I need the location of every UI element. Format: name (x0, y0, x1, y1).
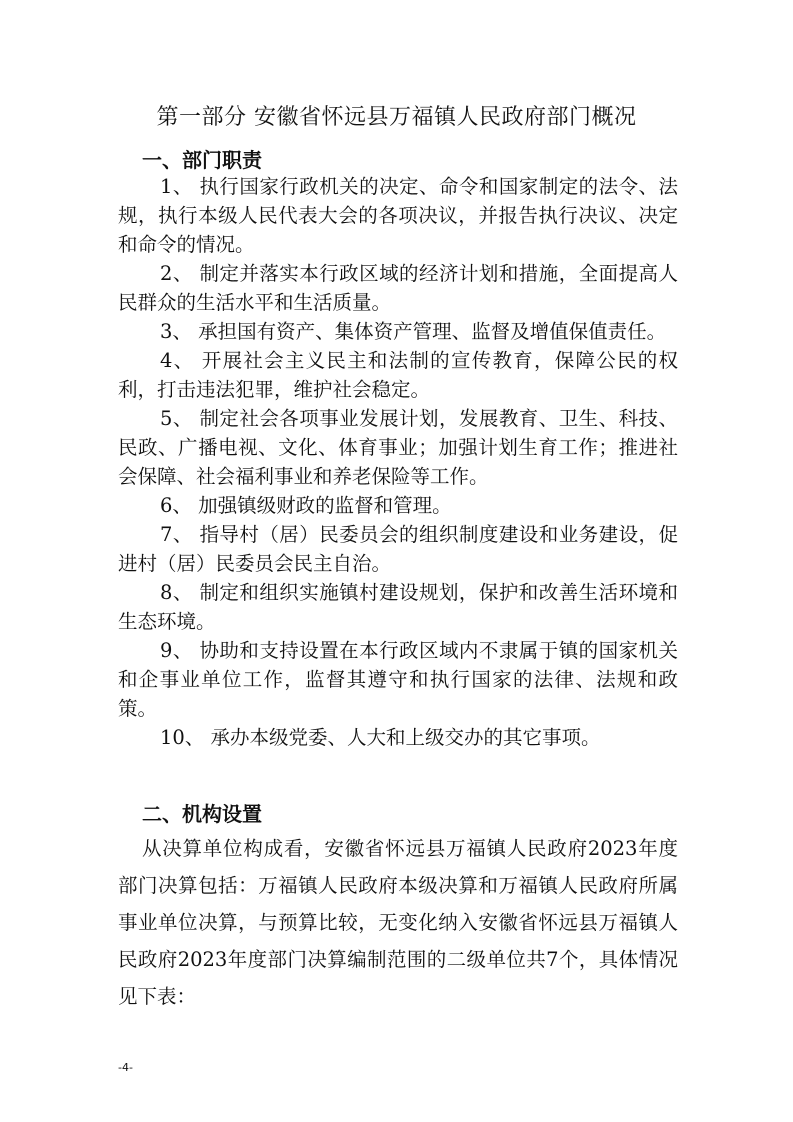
duty-item: 1、 执行国家行政机关的决定、命令和国家制定的法令、法规，执行本级人民代表大会的各项决议，并报告执行决议、决定和命令的情况。 (118, 175, 678, 256)
duty-item: 9、 协助和支持设置在本行政区域内不隶属于镇的国家机关和企事业单位工作，监督其遵守和执行国家的法律、法规和政策。 (118, 639, 678, 720)
duty-item: 10、 承办本级党委、人大和上级交办的其它事项。 (160, 726, 601, 749)
duties-list (118, 172, 678, 752)
page-number: -4- (118, 1061, 133, 1074)
duty-item: 8、 制定和组织实施镇村建设规划，保护和改善生活环境和生态环境。 (118, 581, 678, 633)
duty-item: 7、 指导村（居）民委员会的组织制度建设和业务建设，促进村（居）民委员会民主自治。 (118, 523, 678, 575)
duty-item: 6、 加强镇级财政的监督和管理。 (160, 494, 452, 517)
section-heading-duties: 一、部门职责 (142, 148, 262, 172)
page-title: 第一部分 安徽省怀远县万福镇人民政府部门概况 (156, 105, 637, 130)
organization-paragraph: 从决算单位构成看，安徽省怀远县万福镇人民政府2023年度部门决算包括：万福镇人民政府本级决算和万福镇人民政府所属事业单位决算，与预算比较，无变化纳入安徽省怀远县万福镇人民政府2023年度部门决算编制范围的二级单位共7个，具体情况见下表： (118, 837, 678, 1008)
duty-item: 3、 承担国有资产、集体资产管理、监督及增值保值责任。 (160, 320, 667, 343)
duty-item: 4、 开展社会主义民主和法制的宣传教育，保障公民的权利，打击违法犯罪，维护社会稳定。 (118, 349, 678, 401)
duty-item: 2、 制定并落实本行政区域的经济计划和措施，全面提高人民群众的生活水平和生活质量。 (118, 262, 678, 314)
duty-item: 5、 制定社会各项事业发展计划，发展教育、卫生、科技、民政、广播电视、文化、体育事业；加强计划生育工作；推进社会保障、社会福利事业和养老保险等工作。 (118, 407, 678, 488)
section-heading-organization: 二、机构设置 (142, 802, 262, 826)
